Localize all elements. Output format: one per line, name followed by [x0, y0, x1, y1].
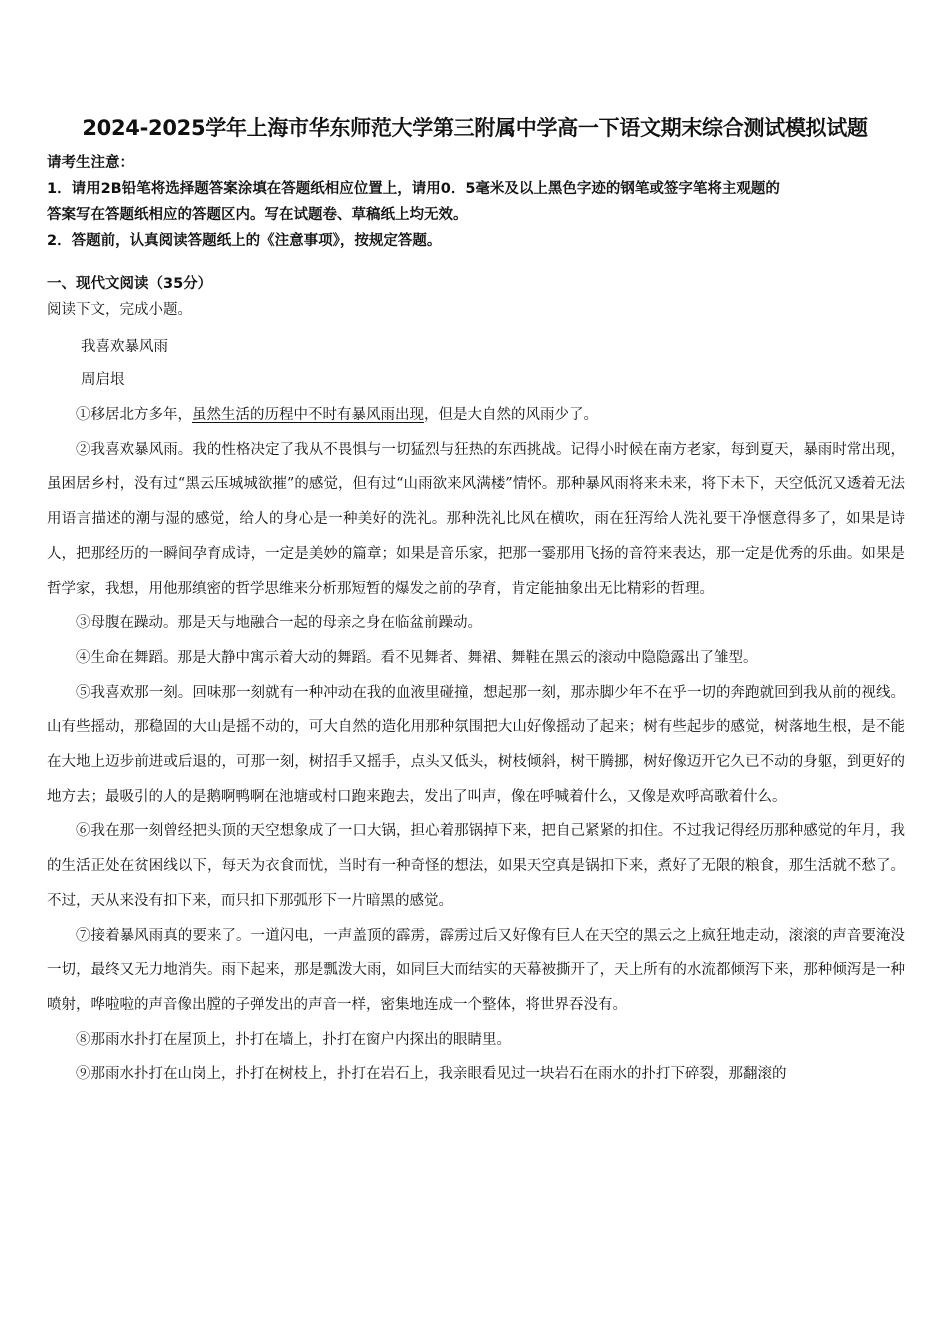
- article-body: [47, 398, 905, 1092]
- paragraph-5: ⑤我喜欢那一刻。回味那一刻就有一种冲动在我的血液里碰撞，想起那一刻，那赤脚少年不在乎一切的奔跑就回到我从前的视线。山有些摇动，那稳固的大山是摇不动的，可大自然的造化用那种氛围把大山好像摇动了起来；树有些起步的感觉，树落地生根，是不能在大地上迈步前进或后退的，可那一刻，树招手又摇手，点头又低头，树枝倾斜，树干腾挪，树好像迈开它久已不动的身躯，到更好的地方去；最吸引的人的是鹅啊鸭啊在池塘或村口跑来跑去，发出了叫声，像在呼喊着什么，又像是欢呼高歌着什么。: [47, 684, 905, 805]
- section-instruction: 阅读下文，完成小题。: [47, 302, 192, 318]
- article-title: 我喜欢暴风雨: [81, 339, 168, 355]
- paragraph-1-suffix: ，但是大自然的风雨少了。: [424, 407, 598, 423]
- paragraph-8: ⑧那雨水扑打在屋顶上，扑打在墙上，扑打在窗户内探出的眼睛里。: [76, 1031, 511, 1048]
- notice-heading: 请考生注意：: [47, 155, 134, 171]
- paragraph-4: ④生命在舞蹈。那是大静中寓示着大动的舞蹈。看不见舞者、舞裙、舞鞋在黑云的滚动中隐隐露出了雏型。: [76, 649, 758, 666]
- notice-line-1: 1．请用2B铅笔将选择题答案涂填在答题纸相应位置上，请用0．5毫米及以上黑色字迹的钢笔或签字笔将主观题的: [47, 181, 780, 197]
- exam-notice: [47, 150, 907, 254]
- notice-line-3: 2．答题前，认真阅读答题纸上的《注意事项》，按规定答题。: [47, 233, 442, 249]
- section-heading: 一、现代文阅读（35分）: [47, 276, 213, 292]
- paragraph-1-prefix: ①移居北方多年，: [76, 407, 192, 423]
- paragraph-2: ②我喜欢暴风雨。我的性格决定了我从不畏惧与一切猛烈与狂热的东西挑战。记得小时候在南方老家，每到夏天，暴雨时常出现，虽困居乡村，没有过“黑云压城城欲摧”的感觉，但有过“山雨欲来风满楼”情怀。那种暴风雨将来未来，将下未下，天空低沉又透着无法用语言描述的潮与湿的感觉，给人的身心是一种美好的洗礼。那种洗礼比风在横吹，雨在狂泻给人洗礼要干净惬意得多了，如果是诗人，把那经历的一瞬间孕育成诗，一定是美妙的篇章；如果是音乐家，把那一霎那用飞扬的音符来表达，那一定是优秀的乐曲。如果是哲学家，我想，用他那缜密的哲学思维来分析那短暂的爆发之前的孕育，肯定能抽象出无比精彩的哲理。: [47, 441, 905, 597]
- notice-line-2: 答案写在答题纸相应的答题区内。写在试题卷、草稿纸上均无效。: [47, 207, 468, 223]
- paragraph-3: ③母腹在躁动。那是天与地融合一起的母亲之身在临盆前躁动。: [76, 615, 482, 632]
- paragraph-1: [47, 398, 905, 433]
- paragraph-9: ⑨那雨水扑打在山岗上，扑打在树枝上，扑打在岩石上，我亲眼看见过一块岩石在雨水的扑打下碎裂，那翻滚的: [76, 1066, 787, 1083]
- paragraph-7: ⑦接着暴风雨真的要来了。一道闪电，一声盖顶的霹雳，霹雳过后又好像有巨人在天空的黑云之上疯狂地走动，滚滚的声音要淹没一切，最终又无力地消失。雨下起来，那是瓢泼大雨，如同巨大而结实的天幕被撕开了，天上所有的水流都倾泻下来，那种倾泻是一种喷射，哗啦啦的声音像出膛的子弹发出的声音一样，密集地连成一个整体，将世界吞没有。: [47, 927, 905, 1013]
- page-title: 2024-2025学年上海市华东师范大学第三附属中学高一下语文期末综合测试模拟试题: [82, 116, 868, 140]
- underlined-phrase: 虽然生活的历程中不时有暴风雨出现: [192, 407, 424, 423]
- paragraph-6: ⑥我在那一刻曾经把头顶的天空想象成了一口大锅，担心着那锅掉下来，把自己紧紧的扣住。不过我记得经历那种感觉的年月，我的生活正处在贫困线以下，每天为衣食而忧，当时有一种奇怪的想法，如果天空真是锅扣下来，煮好了无限的粮食，那生活就不愁了。不过，天从来没有扣下来，而只扣下那弧形下一片暗黑的感觉。: [47, 823, 905, 909]
- article-author: 周启垠: [81, 372, 125, 388]
